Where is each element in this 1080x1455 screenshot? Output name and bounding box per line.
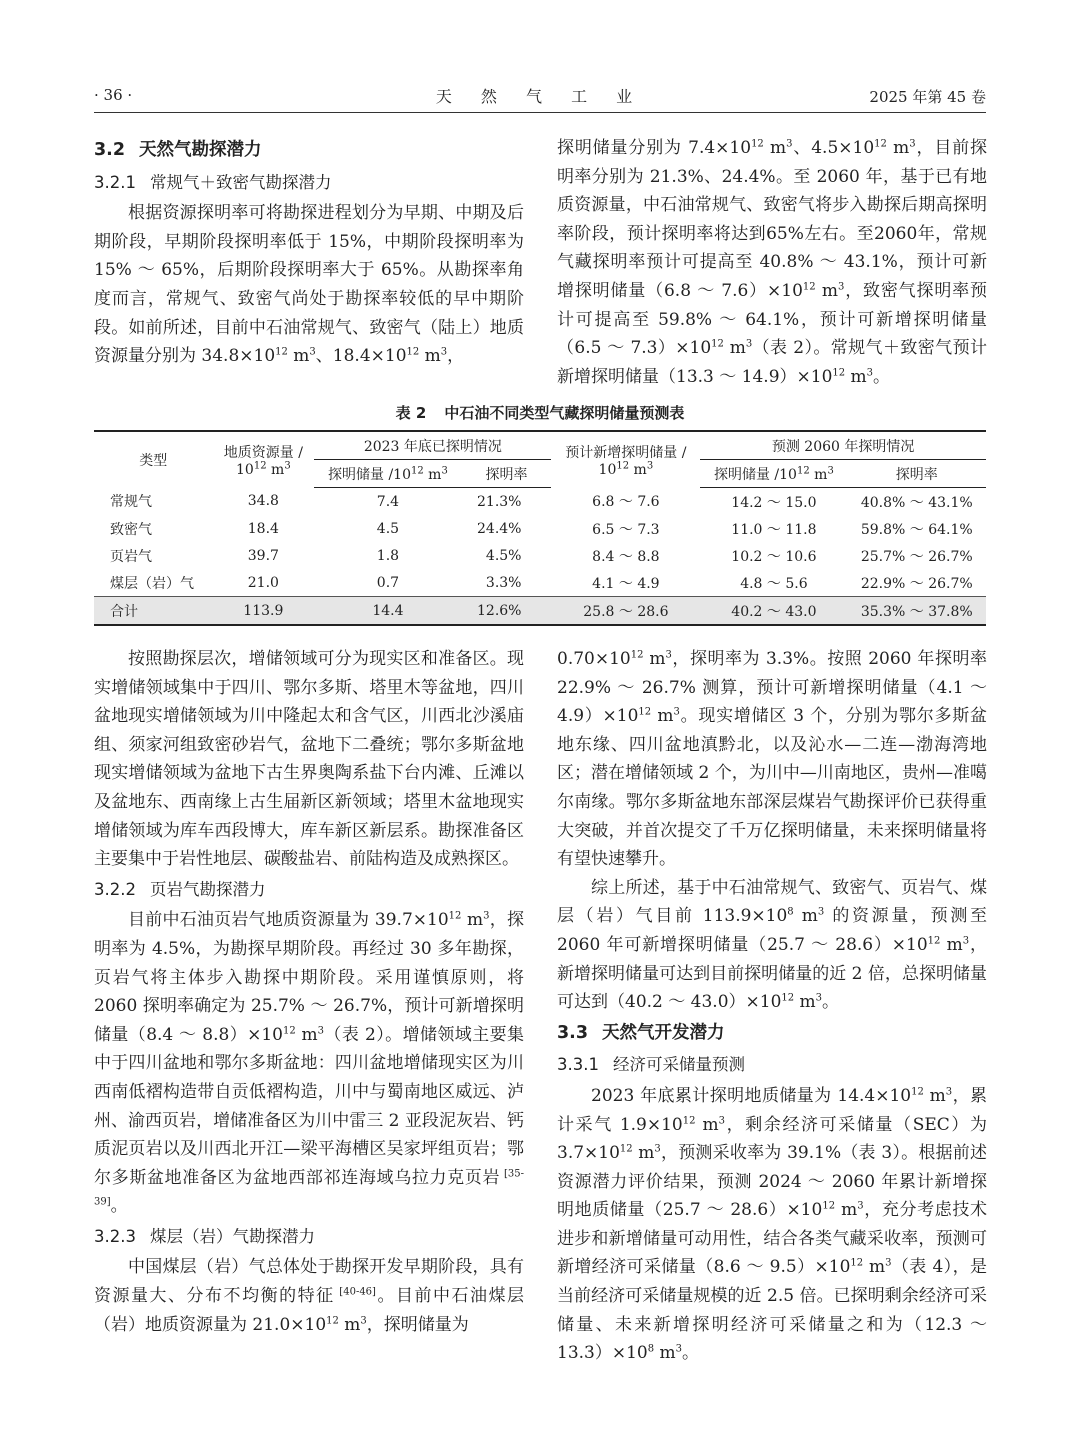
paragraph: $0.70\times 10^{12}$ $m^3$，探明率为 3.3%。按照 2060 年探明率 22.9% ～ 26.7% 测算，预计可新增探明储量（4.1 ～ $4.9)\times 10^{12}$ $m^3$。现实增储区 3 个，分别为鄂尔多斯盆地东缘、四川盆地滇黔北，以及沁水—二连—渤海湾地区；潜在增储领域 2 个，为川中—川南地区，贵州—准噶尔南缘。鄂尔多斯盆地东部深层煤岩气勘探评价已获得重大突破，并首次提交了千万亿探明储量，未来探明储量将有望快速攀升。 — [557, 649, 987, 870]
section-3-2-3-heading: 3.2.3 煤层（岩）气勘探潜力 — [94, 1226, 315, 1246]
column-top-right — [557, 134, 987, 391]
paragraph: 按照勘探层次，增储领域可分为现实区和准备区。现实增储领域集中于四川、鄂尔多斯、塔里木等盆地，四川盆地现实增储领域为川中隆起太和含气区，川西北沙溪庙组、须家河组致密砂岩气，盆地下二叠统；鄂尔多斯盆地现实增储领域为盆地下古生界奥陶系盐下台内滩、丘滩以及盆地东、西南缘上古生届新区新领域；塔里木盆地现实增储领域为库车西段博大，库车新区新层系。勘探准备区主要集中于岩性地层、碳酸盐岩、前陆构造及成熟探区。 — [94, 649, 524, 870]
table-row: 致密气 18.4 4.5 24.4% 6.5 ～ 7.3 11.0 ～ 11.8 59.8% ～ 64.1% — [110, 520, 973, 538]
paragraph: 目前中石油页岩气地质资源量为 $39.7\times 10^{12}$ $m^3$，探明率为 4.5%，为勘探早期阶段。再经过 30 多年勘探，页岩气将主体步入勘探中期阶段。采用谨慎原则，将 2060 探明率确定为 25.7% ～ 26.7%，预计可新增探明储量（8.4 ～ $8.8)\times 10^{12}$ $m^3$（表 2）。增储领域主要集中于四川盆地和鄂尔多斯盆地：四川盆地增储现实区为川西南低褶构造带自贡低褶构造，川中与蜀南地区威远、泸州、渝西页岩，增储准备区为川中雷三 2 亚段泥灰岩、钙质泥页岩以及川西北开江—梁平海槽区吴家坪组页岩；鄂尔多斯盆地准备区为盆地西部祁连海域乌拉力克页岩 [35-39]。 — [94, 910, 524, 1217]
column-bottom-right — [557, 645, 987, 1368]
col-resource: 地质资源量 / $10^{12}$ $m^3$ — [212, 431, 314, 488]
column-bottom-left — [94, 645, 524, 1339]
paragraph: 中国煤层（岩）气总体处于勘探开发早期阶段，具有资源量大、分布不均衡的特征 [40-46]。目前中石油煤层（岩）地质资源量为 $21.0\times 10^{12}$ $m^3$，探明储量为 — [94, 1257, 525, 1335]
citation: [35-39] — [94, 1168, 524, 1208]
running-header — [94, 84, 986, 112]
col-proven-2023: 探明储量 $/10^{12}$ $m^3$ — [314, 460, 461, 488]
col-type: 类型 — [94, 431, 212, 488]
col-2060: 预测 2060 年探明情况 — [700, 431, 986, 460]
page-number: · 36 · — [94, 86, 133, 104]
section-3-3-1-heading: 3.3.1 经济可采储量预测 — [557, 1055, 745, 1075]
col-new: 预计新增探明储量 / $10^{12}$ $m^3$ — [551, 431, 700, 488]
section-3-2-2-heading: 3.2.2 页岩气勘探潜力 — [94, 879, 266, 899]
journal-volume: 2025 年第 45 卷 — [869, 88, 986, 106]
col-rate-2023: 探明率 — [462, 460, 552, 488]
citation: [40-46] — [334, 1286, 376, 1298]
section-3-2-heading: 3.2 天然气勘探潜力 — [94, 140, 262, 160]
col-rate-2060: 探明率 — [848, 460, 986, 488]
table-row: 页岩气 39.7 1.8 4.5% 8.4 ～ 8.8 10.2 ～ 10.6 25.7% ～ 26.7% — [110, 547, 973, 565]
table-row: 常规气 34.8 7.4 21.3% 6.8 ～ 7.6 14.2 ～ 15.0 40.8% ～ 43.1% — [110, 493, 973, 511]
col-proven-2060: 探明储量 $/10^{12}$ $m^3$ — [700, 460, 847, 488]
section-3-3-heading: 3.3 天然气开发潜力 — [557, 1022, 725, 1043]
col-2023: 2023 年底已探明情况 — [314, 431, 551, 460]
section-3-2-1-heading: 3.2.1 常规气＋致密气勘探潜力 — [94, 172, 332, 192]
table-row: 煤层（岩）气 21.0 0.7 3.3% 4.1 ～ 4.9 4.8 ～ 5.6 22.9% ～ 26.7% — [110, 574, 973, 592]
paragraph: 探明储量分别为 $7.4\times 10^{12}$ $m^3$、$4.5\times 10^{12}$ $m^3$，目前探明率分别为 21.3%、24.4%。至 2060 年，基于已有地质资源量，中石油常规气、致密气将步入勘探后期高探明率阶段，预计探明率将达到65%左右。至2060年，常规气藏探明率预计可提高至 40.8% ～ 43.1%，预计可新增探明储量（6.8 ～ $7.6)\times 10^{12}$ $m^3$，致密气探明率预计可提高至 59.8% ～ 64.1%，预计可新增探明储量（6.5 ～ $7.3)\times 10^{12}$ $m^3$（表 2）。常规气＋致密气预计新增探明储量（13.3 ～ $14.9)\times 10^{12}$ $m^3$。 — [557, 138, 988, 387]
table-total-row: 合计 113.9 14.4 12.6% 25.8 ～ 28.6 40.2 ～ 43.0 35.3% ～ 37.8% — [94, 597, 986, 626]
header-rule — [94, 112, 986, 113]
reserves-table — [94, 430, 986, 626]
column-top-left — [94, 134, 524, 371]
table-caption: 表 2 中石油不同类型气藏探明储量预测表 — [395, 404, 685, 422]
paragraph: 2023 年底累计探明地质储量为 $14.4\times 10^{12}$ $m^3$，累计采气 $1.9\times 10^{12}$ $m^3$，剩余经济可采储量（SEC）为 $3.7\times 10^{12}$ $m^3$，预测采收率为 39.1%（表 3）。根据前述资源潜力评价结果，预测 2024 ～ 2060 年累计新增探明地质储量（25.7 ～ $28.6)\times 10^{12}$ $m^3$，充分考虑技术进步和新增储量可动用性，结合各类气藏采收率，预测可新增经济可采储量（8.6 ～ $9.5)\times 10^{12}$ $m^3$（表 4），是当前经济可采储量规模的近 2.5 倍。已探明剩余经济可采储量、未来新增探明经济可采储量之和为（12.3 ～ $13.3)\times 10^8$ $m^3$。 — [557, 1085, 988, 1364]
paragraph: 根据资源探明率可将勘探进程划分为早期、中期及后期阶段，早期阶段探明率低于 15%，中期阶段探明率为 15% ～ 65%，后期阶段探明率大于 65%。从勘探率角度而言，常规气、致密气尚处于勘探率较低的早中期阶段。如前所述，目前中石油常规气、致密气（陆上）地质资源量分别为 $34.8\times 10^{12}$ $m^3$、$18.4\times 10^{12}$ $m^3$， — [94, 203, 524, 367]
paragraph: 综上所述，基于中石油常规气、致密气、页岩气、煤层（岩）气目前 $113.9\times 10^8$ $m^3$ 的资源量，预测至 2060 年可新增探明储量（25.7 ～ $28.6)\times 10^{12}$ $m^3$，新增探明储量可达到目前探明储量的近 2 倍，总探明储量可达到（40.2 ～ $43.0)\times 10^{12}$ $m^3$。 — [557, 877, 987, 1013]
journal-name: 天 然 气 工 业 — [435, 87, 645, 106]
